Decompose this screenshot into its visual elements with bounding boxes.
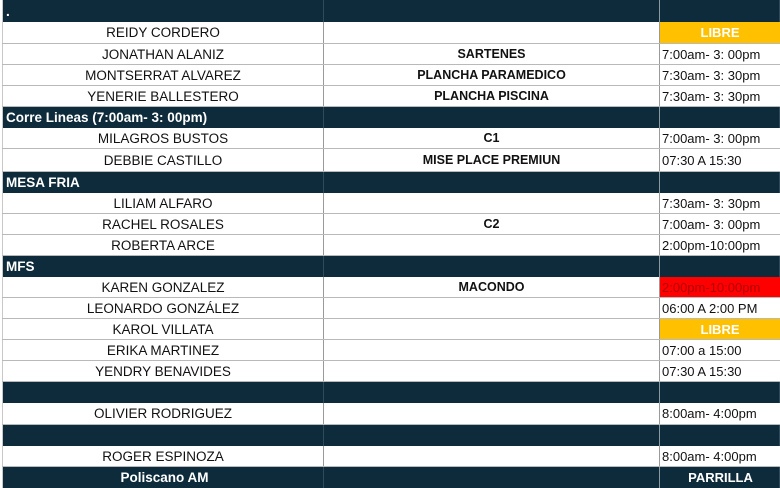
shift-cell[interactable]: LIBRE (660, 22, 780, 43)
station-cell[interactable] (324, 193, 660, 213)
section-header-row (2, 425, 780, 446)
employee-name-cell[interactable]: KAREN GONZALEZ (2, 277, 324, 297)
station-cell[interactable] (324, 22, 660, 43)
table-row (2, 361, 780, 382)
station-cell[interactable] (324, 446, 660, 466)
shift-cell[interactable]: 7:00am- 3: 00pm (662, 46, 761, 62)
employee-name-cell[interactable]: MONTSERRAT ALVAREZ (2, 65, 324, 85)
section-header-row (2, 172, 780, 193)
shift-cell[interactable] (660, 107, 780, 128)
shift-cell[interactable]: 8:00am- 4:00pm (662, 406, 757, 421)
station-cell[interactable] (324, 340, 660, 360)
shift-cell[interactable] (660, 256, 780, 277)
employee-name-cell[interactable]: REIDY CORDERO (2, 22, 324, 43)
station-cell[interactable] (324, 298, 660, 318)
section-header-row (2, 467, 780, 488)
table-row (2, 128, 780, 149)
shift-cell[interactable]: 7:30am- 3: 30pm (662, 88, 761, 104)
shift-cell[interactable]: 2:00pm-10:00pm (660, 277, 780, 297)
shift-cell[interactable] (660, 172, 780, 193)
employee-name-cell[interactable]: JONATHAN ALANIZ (2, 44, 324, 64)
shift-cell[interactable] (660, 425, 780, 446)
table-row (2, 277, 780, 298)
station-cell[interactable] (324, 467, 660, 488)
table-row (2, 319, 780, 340)
shift-cell[interactable]: 7:00am- 3: 00pm (662, 130, 761, 146)
table-row (2, 44, 780, 65)
employee-name-cell[interactable]: YENDRY BENAVIDES (2, 361, 324, 381)
station-cell[interactable] (324, 172, 660, 193)
station-cell[interactable] (324, 319, 660, 339)
station-cell[interactable] (324, 235, 660, 255)
section-title-cell[interactable]: Poliscano AM (2, 467, 324, 488)
station-cell[interactable]: C2 (324, 214, 660, 234)
station-cell[interactable] (324, 425, 660, 446)
shift-cell[interactable] (660, 382, 780, 403)
station-cell[interactable]: C1 (324, 128, 660, 148)
employee-name-cell[interactable]: OLIVIER RODRIGUEZ (2, 403, 324, 424)
table-row (2, 446, 780, 467)
table-row (2, 403, 780, 425)
shift-cell[interactable]: 7:00am- 3: 00pm (662, 216, 761, 232)
shift-cell[interactable] (660, 0, 780, 22)
employee-name-cell[interactable]: YENERIE BALLESTERO (2, 86, 324, 106)
section-title-cell[interactable] (2, 425, 324, 446)
employee-name-cell[interactable]: MILAGROS BUSTOS (2, 128, 324, 148)
shift-cell[interactable]: 07:30 A 15:30 (662, 363, 742, 379)
table-row (2, 65, 780, 86)
table-row (2, 86, 780, 107)
shift-cell[interactable]: 07:00 a 15:00 (662, 342, 742, 358)
shift-cell[interactable]: 06:00 A 2:00 PM (662, 300, 758, 316)
table-row (2, 193, 780, 214)
section-title-cell[interactable]: MESA FRIA (2, 172, 324, 193)
table-row (2, 235, 780, 256)
section-header-row (2, 107, 780, 128)
employee-name-cell[interactable]: LILIAM ALFARO (2, 193, 324, 213)
section-header-row (2, 382, 780, 403)
section-title-cell[interactable] (2, 382, 324, 403)
employee-name-cell[interactable]: KAROL VILLATA (2, 319, 324, 339)
employee-name-cell[interactable]: LEONARDO GONZÁLEZ (2, 298, 324, 318)
employee-name-cell[interactable]: DEBBIE CASTILLO (2, 149, 324, 171)
shift-cell[interactable]: 2:00pm-10:00pm (662, 237, 761, 253)
table-row (2, 298, 780, 319)
station-cell[interactable]: MACONDO (324, 277, 660, 297)
shift-cell[interactable]: LIBRE (660, 319, 780, 339)
section-header-row (2, 256, 780, 277)
station-cell[interactable] (324, 107, 660, 128)
section-title-cell[interactable]: MFS (2, 256, 324, 277)
shift-cell[interactable]: 8:00am- 4:00pm (662, 448, 757, 464)
station-cell[interactable] (324, 256, 660, 277)
station-cell[interactable] (324, 382, 660, 403)
station-cell[interactable]: PLANCHA PARAMEDICO (324, 65, 660, 85)
employee-name-cell[interactable]: RACHEL ROSALES (2, 214, 324, 234)
table-row (2, 22, 780, 44)
employee-name-cell[interactable]: ROBERTA ARCE (2, 235, 324, 255)
station-cell[interactable]: SARTENES (324, 44, 660, 64)
table-row (2, 149, 780, 172)
section-title-cell[interactable]: . (2, 0, 324, 22)
section-header-row (2, 0, 780, 22)
table-row (2, 340, 780, 361)
employee-name-cell[interactable]: ERIKA MARTINEZ (2, 340, 324, 360)
shift-cell[interactable]: 07:30 A 15:30 (662, 152, 742, 168)
station-cell[interactable]: PLANCHA PISCINA (324, 86, 660, 106)
station-cell[interactable] (324, 361, 660, 381)
section-title-cell[interactable]: Corre Lineas (7:00am- 3: 00pm) (2, 107, 324, 128)
employee-name-cell[interactable]: ROGER ESPINOZA (2, 446, 324, 466)
shift-cell[interactable]: PARRILLA (660, 467, 780, 488)
shift-cell[interactable]: 7:30am- 3: 30pm (662, 195, 761, 211)
station-cell[interactable] (324, 0, 660, 22)
station-cell[interactable]: MISE PLACE PREMIUN (324, 149, 660, 171)
table-row (2, 214, 780, 235)
station-cell[interactable] (324, 403, 660, 424)
shift-cell[interactable]: 7:30am- 3: 30pm (662, 67, 761, 83)
